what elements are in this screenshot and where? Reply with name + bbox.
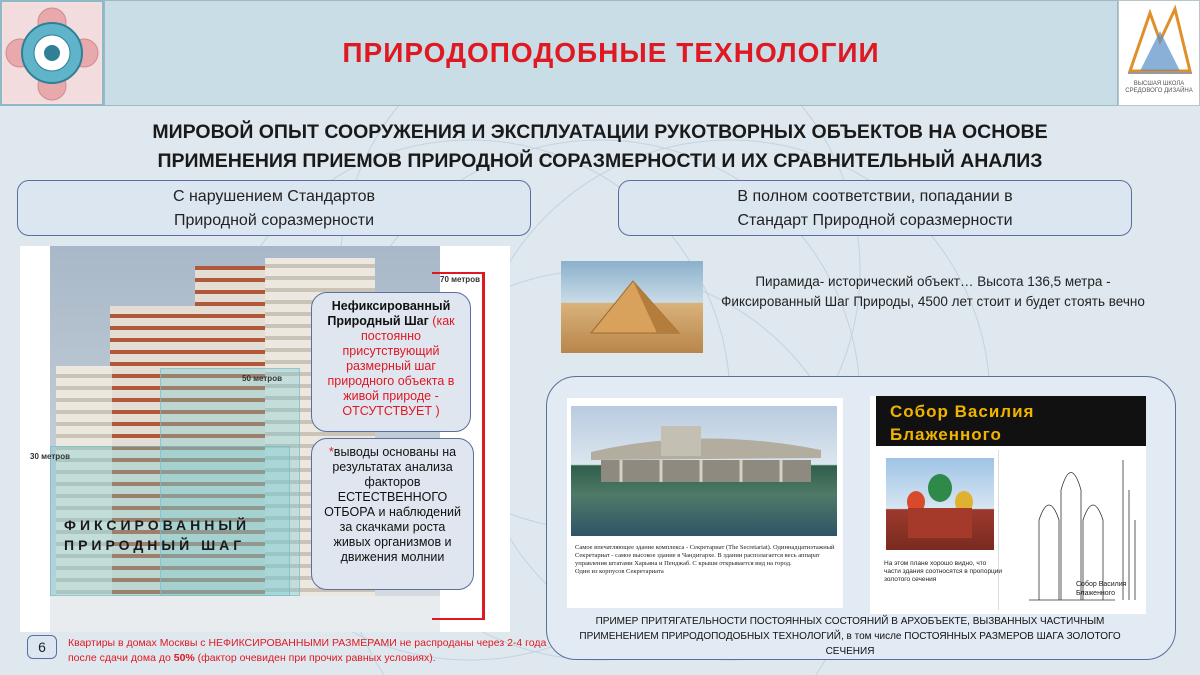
label-50m: 50 метров [242, 374, 282, 383]
height-base [432, 618, 484, 620]
section-subtitle [40, 118, 1160, 176]
callout-conclusions-text: выводы основаны на результатах анализа факторов ЕСТЕСТВЕННОГО ОТБОРА и наблюдений за скачками роста живых организмов и движения молнии [324, 445, 461, 564]
callout-nonfixed-bold: Нефиксированный Природный Шаг [327, 299, 451, 328]
st-basil-caption: На этом плане хорошо видно, что части здания соотносятся в пропорции золотого сечения [884, 560, 1003, 583]
st-basil-drawing-caption: Собор Василия Блаженного [1076, 581, 1127, 597]
examples-caption: ПРИМЕР ПРИТЯГАТЕЛЬНОСТИ ПОСТОЯННЫХ СОСТОЯНИЙ В АРХОБЪЕКТЕ, ВЫЗВАННЫХ ЧАСТИЧНЫМ ПРИМЕНЕНИЕМ ПРИРОДОПОДОБНЫХ ТЕХНОЛОГИЙ, в том числе ПОСТОЯННЫХ РАЗМЕРОВ ШАГА ЗОЛОТОГО СЕЧЕНИЯ [579, 616, 1121, 657]
assembly-bullets [575, 544, 837, 576]
fixed-step-line-1: ФИКСИРОВАННЫЙ [64, 517, 251, 533]
chandigarh-assembly-card [567, 398, 843, 608]
school-logo [1118, 0, 1200, 106]
chandigarh-assembly-photo [571, 406, 837, 536]
fixed-step-label [64, 515, 250, 555]
header-bar [104, 0, 1118, 106]
pyramid-photo [561, 261, 703, 353]
assembly-building-icon [571, 406, 837, 536]
assembly-bullet-1: Самое впечатляющее здание комплекса - Секретариат (The Secretariat). Одиннадцатиэтажный Секретариат - самое высокое здание в Чандигархе. В здании располагается весь аппарат управления штатами Харьяна и Пенджаб. С крыши открывается вид на город. [575, 544, 835, 567]
left-heading [17, 180, 531, 236]
pyramid-description: Пирамида- исторический объект… Высота 136,5 метра - Фиксированный Шаг Природы, 4500 лет стоит и будет стоять вечно [721, 274, 1145, 309]
footnote-apartments [68, 636, 548, 666]
st-basil-card [870, 396, 1146, 614]
slide-number: 6 [27, 635, 57, 659]
footnote-bold: 50% [173, 652, 195, 664]
label-70m: 70 метров [440, 275, 480, 284]
left-heading-line-2: Природной соразмерности [173, 212, 375, 229]
logo-mandala [0, 0, 104, 106]
fixed-step-line-2: ПРИРОДНЫЙ ШАГ [64, 537, 246, 553]
callout-nonfixed-step [311, 292, 471, 432]
label-30m: 30 метров [30, 452, 70, 461]
school-logo-icon [1120, 1, 1198, 79]
right-heading-line-2: Стандарт Природной соразмерности [737, 212, 1013, 229]
footnote-part-1: Квартиры в домах Москвы с НЕФИКСИРОВАННЫМИ РАЗМЕРАМИ не распроданы через 2-4 года после сдачи дома до [68, 637, 547, 664]
snow-ground [50, 596, 440, 632]
page-title: ПРИРОДОПОДОБНЫЕ ТЕХНОЛОГИИ [342, 37, 880, 68]
footnote-part-2: (фактор очевиден при прочих равных условиях). [194, 652, 436, 664]
st-basil-title [876, 396, 1146, 446]
church-domes-icon [886, 458, 994, 550]
height-line-70m [482, 272, 485, 620]
right-heading [618, 180, 1132, 236]
subtitle-line-2: ПРИМЕНЕНИЯ ПРИЕМОВ ПРИРОДНОЙ СОРАЗМЕРНОСТИ И ИХ СРАВНИТЕЛЬНЫЙ АНАЛИЗ [157, 150, 1043, 172]
school-logo-caption: ВЫСШАЯ ШКОЛА СРЕДОВОГО ДИЗАЙНА [1125, 81, 1193, 94]
right-heading-line-1: В полном соответствии, попадании в [737, 188, 1013, 205]
st-basil-title-line-1: Собор Василия [890, 402, 1035, 421]
callout-nonfixed-red: (как постоянно присутствующий размерный шаг природного объекта в живой природе - ОТСУТСТВУЕТ ) [327, 314, 455, 418]
callout-star: * [328, 445, 334, 459]
assembly-bullet-2: Один из корпусов Секретариата [575, 568, 664, 575]
mandala-icon [2, 2, 102, 104]
left-heading-line-1: С нарушением Стандартов [172, 188, 376, 205]
subtitle-line-1: МИРОВОЙ ОПЫТ СООРУЖЕНИЯ И ЭКСПЛУАТАЦИИ РУКОТВОРНЫХ ОБЪЕКТОВ НА ОСНОВЕ [152, 121, 1048, 143]
height-tick-70m [432, 272, 484, 274]
callout-conclusions [311, 438, 474, 590]
st-basil-photo [886, 458, 994, 550]
st-basil-title-line-2: Блаженного [890, 425, 1002, 444]
pyramid-icon [561, 261, 703, 353]
